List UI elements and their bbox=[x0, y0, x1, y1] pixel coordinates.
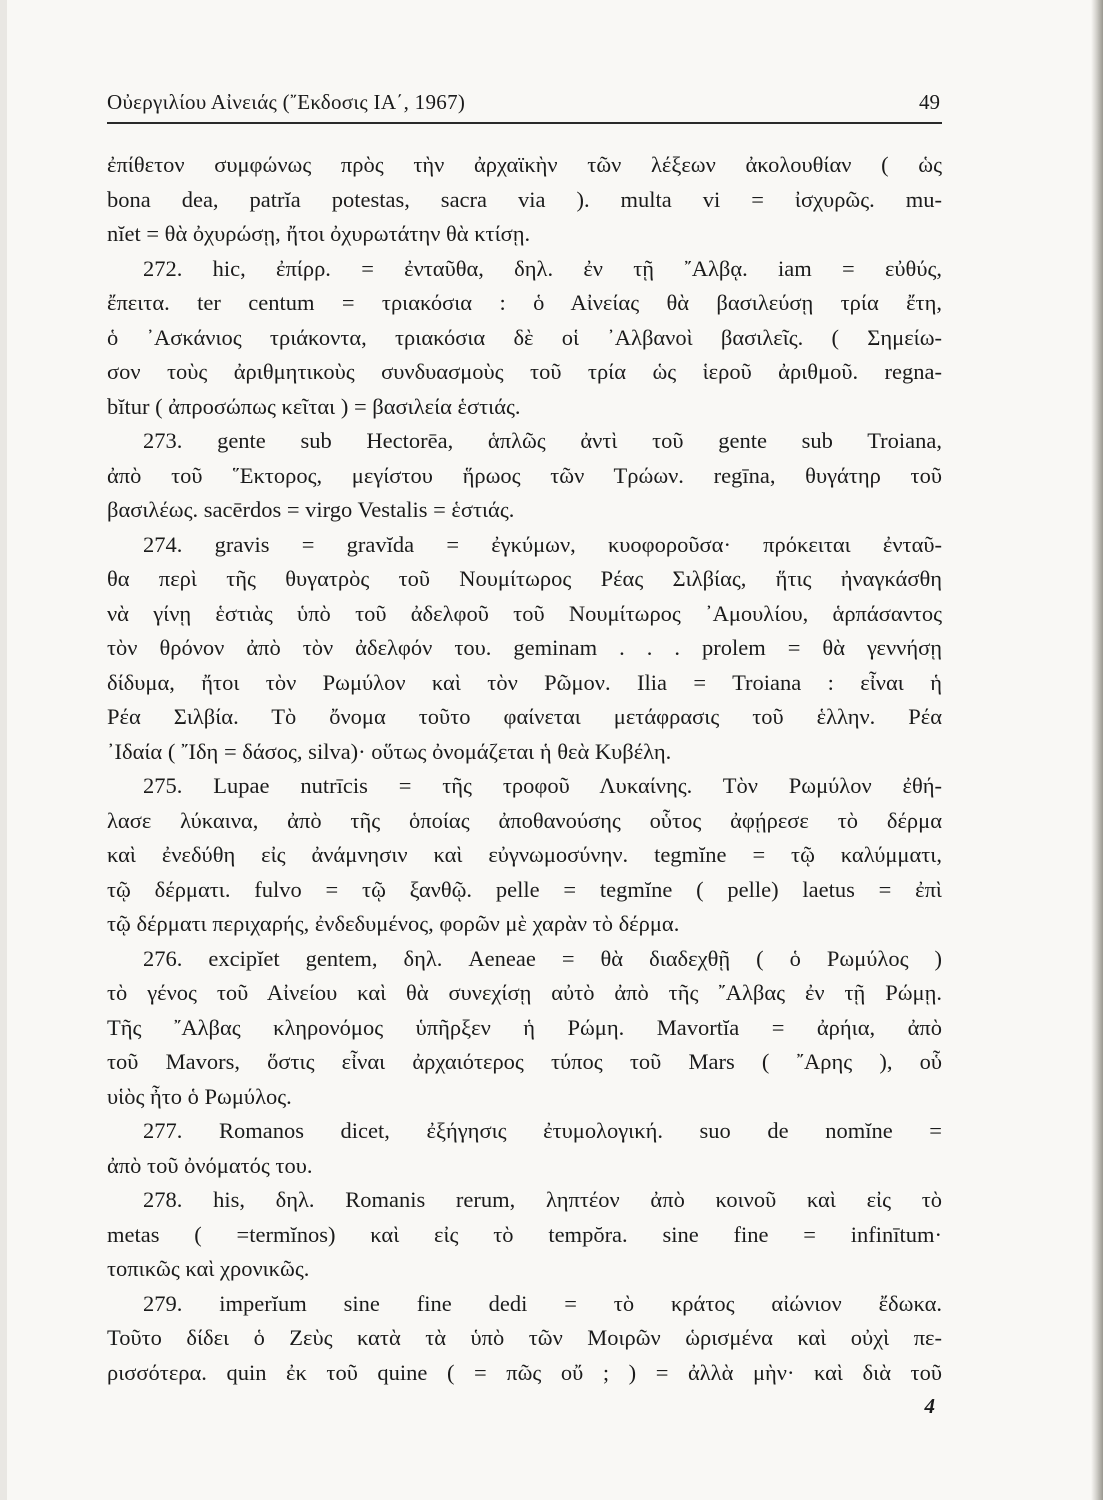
text-line: τοῦ Mavors, ὅστις εἶναι ἀρχαιότερος τύπος τοῦ Mars ( ῎Αρης ), οὗ bbox=[107, 1049, 942, 1074]
text-line: ἔπειτα. ter centum = τριακόσια : ὁ Αἰνείας θὰ βασιλεύσῃ τρία ἔτη, bbox=[107, 290, 942, 315]
text-line: 272. hic, ἐπίρρ. = ἐνταῦθα, δηλ. ἐν τῇ ῎Αλβᾳ. iam = εὐθύς, bbox=[143, 255, 942, 281]
text-line: υἱὸς ἦτο ὁ Ρωμύλος. bbox=[107, 1083, 292, 1109]
text-line: 279. imperĭum sine fine dedi = τὸ κράτος αἰώνιον ἔδωκα. bbox=[143, 1290, 942, 1316]
text-line: 278. his, δηλ. Romanis rerum, ληπτέον ἀπὸ κοινοῦ καὶ εἰς τὸ bbox=[143, 1187, 942, 1212]
text-line: bona dea, patrĭa potestas, sacra via ). multa vi = ἰσχυρῶς. mu- bbox=[107, 186, 942, 212]
text-line: 273. gente sub Hectorēa, ἁπλῶς ἀντὶ τοῦ gente sub Troiana, bbox=[143, 428, 942, 453]
text-line: Ρέα Σιλβία. Τὸ ὄνομα τοῦτο φαίνεται μετάφρασις τοῦ ἑλλην. Ρέα bbox=[107, 704, 942, 729]
text-line: τὸ γένος τοῦ Αἰνείου καὶ θὰ συνεχίσῃ αὐτὸ ἀπὸ τῆς ῎Αλβας ἐν τῇ Ρώμῃ. bbox=[107, 980, 942, 1005]
text-line: τῷ δέρματι περιχαρής, ἐνδεδυμένος, φορῶν μὲ χαρὰν τὸ δέρμα. bbox=[107, 911, 680, 936]
text-line: τῷ δέρματι. fulvo = τῷ ξανθῷ. pelle = tegmĭne ( pelle) laetus = ἐπὶ bbox=[107, 876, 942, 902]
text-line: ὁ ᾽Ασκάνιος τριάκοντα, τριακόσια δὲ οἱ ᾽Αλβανοὶ βασιλεῖς. ( Σημείω- bbox=[107, 324, 942, 350]
text-line: ρισσότερα. quin ἐκ τοῦ quine ( = πῶς οὔ ; ) = ἀλλὰ μὴν· καὶ διὰ τοῦ bbox=[107, 1359, 942, 1385]
text-line: ἐπίθετον συμφώνως πρὸς τὴν ἀρχαϊκὴν τῶν λέξεων ἀκολουθίαν ( ὡς bbox=[107, 152, 942, 177]
text-line: νὰ γίνῃ ἑστιὰς ὑπὸ τοῦ ἀδελφοῦ τοῦ Νουμίτωρος ᾽Αμουλίου, ἁρπάσαντος bbox=[107, 600, 942, 626]
text-line: 274. gravis = gravĭda = ἐγκύμων, κυοφοροῦσα· πρόκειται ἐνταῦ- bbox=[143, 531, 942, 557]
text-line: τοπικῶς καὶ χρονικῶς. bbox=[107, 1256, 310, 1281]
text-line: bĭtur ( ἀπροσώπως κεῖται ) = βασιλεία ἑστιάς. bbox=[107, 393, 521, 419]
text-line: ᾽Ιδαία ( ῎Ιδη = δάσος, silva)· οὕτως ὀνομάζεται ἡ θεὰ Κυβέλη. bbox=[107, 738, 672, 764]
text-line: τὸν θρόνον ἀπὸ τὸν ἀδελφόν του. geminam . . . prolem = θὰ γεννήσῃ bbox=[107, 635, 942, 660]
text-line: 277. Romanos dicet, ἐξήγησις ἐτυμολογική. suo de nomĭne = bbox=[143, 1118, 942, 1143]
page-header bbox=[107, 86, 942, 124]
text-line: λασε λύκαινα, ἀπὸ τῆς ὁποίας ἀποθανούσης οὗτος ἀφῄρεσε τὸ δέρμα bbox=[107, 807, 942, 833]
text-line: δίδυμα, ἤτοι τὸν Ρωμύλον καὶ τὸν Ρῶμον. Ilia = Troiana : εἶναι ἡ bbox=[107, 669, 942, 695]
text-line: Τῆς ῎Αλβας κληρονόμος ὑπῆρξεν ἡ Ρώμη. Mavortĭa = ἀρήια, ἀπὸ bbox=[107, 1014, 942, 1040]
running-title: Οὐεργιλίου Αἰνειάς (῎Εκδοσις ΙΑ΄, 1967) bbox=[107, 90, 466, 114]
text-line: ἀπὸ τοῦ ὀνόματός του. bbox=[107, 1152, 313, 1178]
signature-mark: 4 bbox=[924, 1394, 935, 1418]
text-line: 275. Lupae nutrīcis = τῆς τροφοῦ Λυκαίνης. Τὸν Ρωμύλον ἐθή- bbox=[143, 773, 942, 798]
text-line: metas ( =termĭnos) καὶ εἰς τὸ tempŏra. sine fine = infinītum· bbox=[107, 1221, 942, 1247]
text-line: θα περὶ τῆς θυγατρὸς τοῦ Νουμίτωρος Ρέας Σιλβίας, ἥτις ἠναγκάσθη bbox=[107, 566, 942, 591]
text-line: ἀπὸ τοῦ ῞Εκτορος, μεγίστου ἥρωος τῶν Τρώων. regīna, θυγάτηρ τοῦ bbox=[107, 462, 942, 488]
page-number: 49 bbox=[919, 90, 940, 114]
text-line: καὶ ἐνεδύθη εἰς ἀνάμνησιν καὶ εὐγνωμοσύνην. tegmĭne = τῷ καλύμματι, bbox=[107, 842, 942, 867]
text-line: βασιλέως. sacērdos = virgo Vestalis = ἑστιάς. bbox=[107, 497, 515, 522]
text-line: σον τοὺς ἀριθμητικοὺς συνδυασμοὺς τοῦ τρία ὡς ἱεροῦ ἀριθμοῦ. regna- bbox=[107, 359, 942, 384]
text-line: 276. excipĭet gentem, δηλ. Aeneae = θὰ διαδεχθῇ ( ὁ Ρωμύλος ) bbox=[143, 945, 942, 971]
text-line: Τοῦτο δίδει ὁ Ζεὺς κατὰ τὰ ὑπὸ τῶν Μοιρῶν ὡρισμένα καὶ οὐχὶ πε- bbox=[107, 1325, 942, 1350]
commentary-body bbox=[107, 148, 942, 1390]
text-line: nĭet = θὰ ὀχυρώσῃ, ἤτοι ὀχυρωτάτην θὰ κτίσῃ. bbox=[107, 221, 531, 246]
